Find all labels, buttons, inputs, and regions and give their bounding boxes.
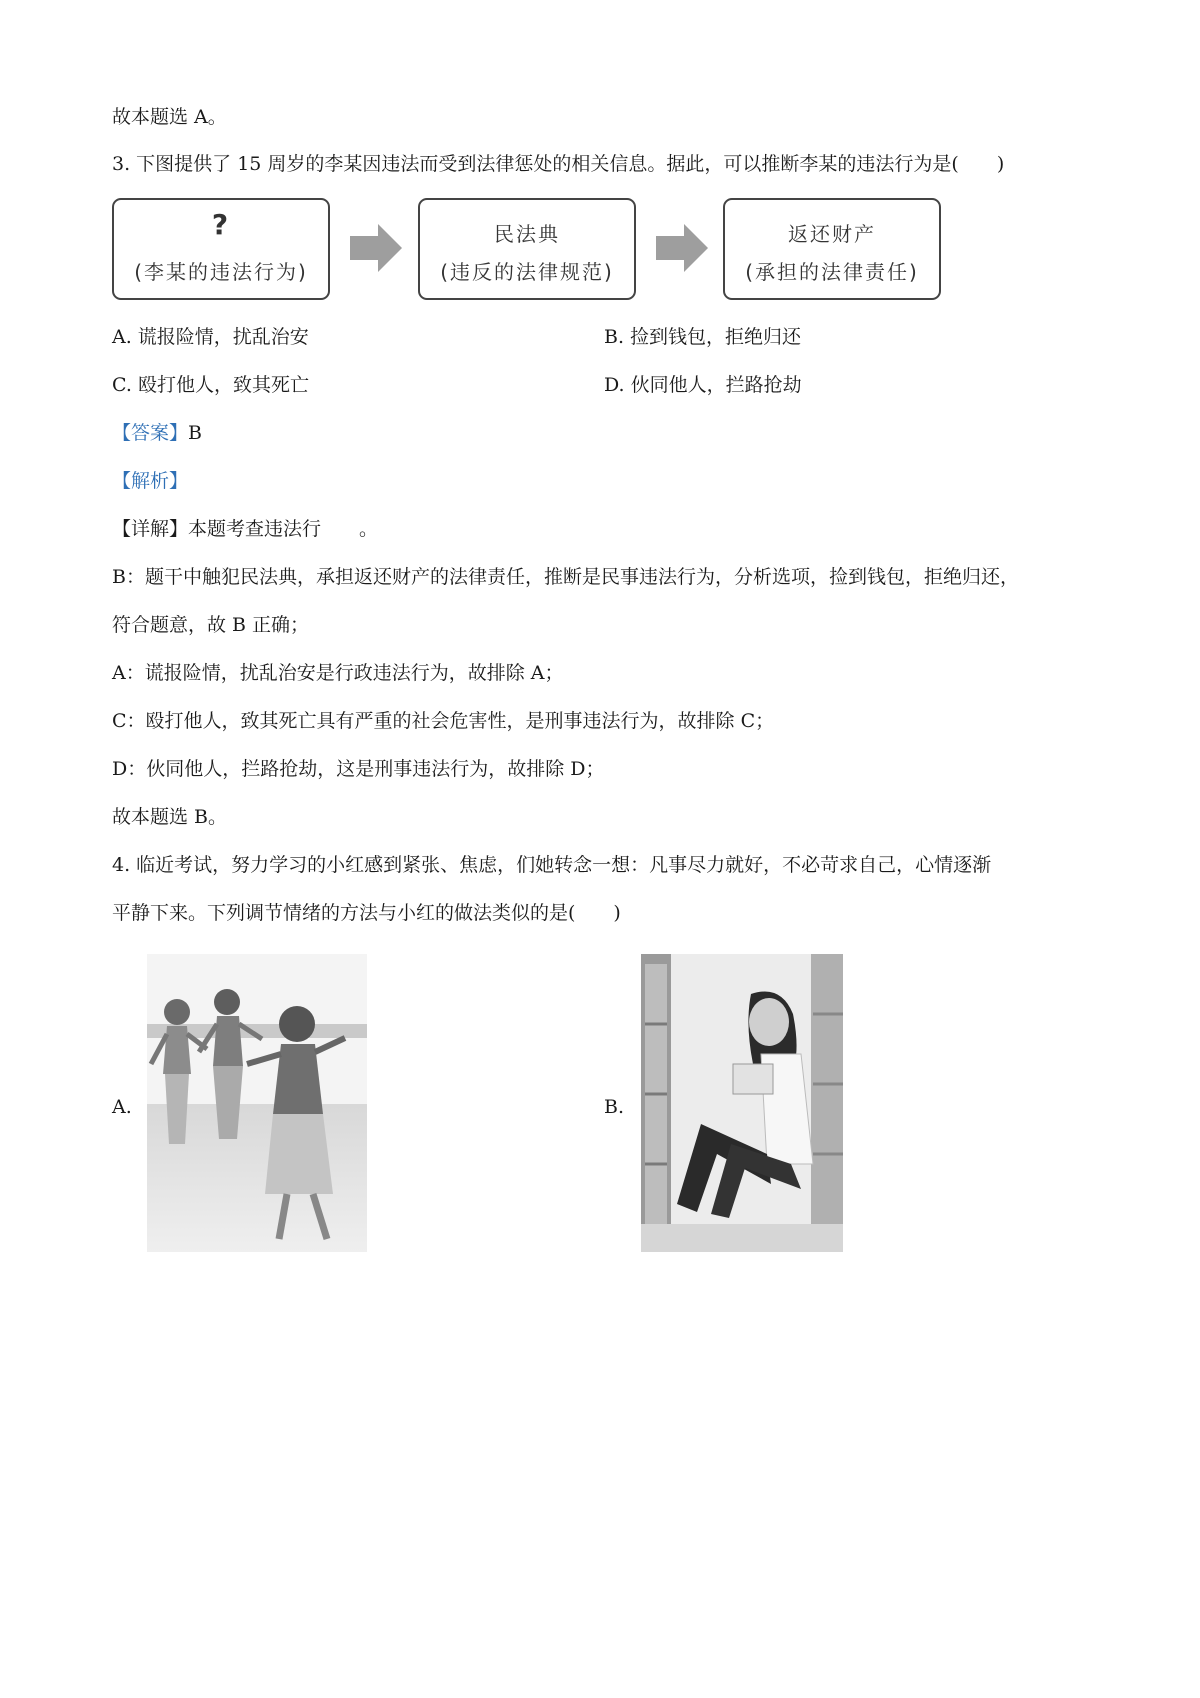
detail-line: 【详解】本题考查违法行 。 bbox=[112, 518, 379, 540]
flow-box-law bbox=[418, 198, 636, 300]
flow-box-law-bottom: (违反的法律规范) bbox=[440, 260, 614, 284]
option-3d: D. 伙同他人，拦路抢劫 bbox=[604, 374, 802, 396]
option-4b-image bbox=[641, 954, 843, 1252]
option-3c: C. 殴打他人，致其死亡 bbox=[112, 374, 309, 396]
flow-box-behavior bbox=[112, 198, 330, 300]
explain-d: D：伙同他人，拦路抢劫，这是刑事违法行为，故排除 D； bbox=[112, 758, 605, 780]
explain-c: C：殴打他人，致其死亡具有严重的社会危害性，是刑事违法行为，故排除 C； bbox=[112, 710, 775, 732]
answer-value: B bbox=[188, 422, 202, 444]
question-4-stem-2: 平静下来。下列调节情绪的方法与小红的做法类似的是( ) bbox=[112, 902, 621, 924]
line-conclusion-a: 故本题选 A。 bbox=[112, 106, 227, 128]
arrow-right-icon bbox=[350, 222, 402, 274]
explain-a: A：谎报险情，扰乱治安是行政违法行为，故排除 A； bbox=[112, 662, 564, 684]
flow-box-law-top: 民法典 bbox=[494, 222, 560, 246]
option-3b: B. 捡到钱包，拒绝归还 bbox=[604, 326, 802, 348]
flow-box-liability-bottom: (承担的法律责任) bbox=[745, 260, 919, 284]
option-4a-label: A. bbox=[112, 1096, 132, 1118]
line-conclusion-b: 故本题选 B。 bbox=[112, 806, 228, 828]
question-4-stem-1: 4. 临近考试，努力学习的小红感到紧张、焦虑，们她转念一想：凡事尽力就好，不必苛求自己，心情逐渐 bbox=[112, 854, 992, 876]
option-4a-image bbox=[147, 954, 367, 1252]
analysis-tag: 【解析】 bbox=[112, 470, 189, 492]
answer-tag: 【答案】 bbox=[112, 422, 189, 444]
explain-b-1: B：题干中触犯民法典，承担返还财产的法律责任，推断是民事违法行为，分析选项，捡到钱包，拒绝归还， bbox=[112, 566, 1019, 588]
explain-b-2: 符合题意，故 B 正确； bbox=[112, 614, 310, 636]
question-3-stem: 3. 下图提供了 15 周岁的李某因违法而受到法律惩处的相关信息。据此，可以推断李某的违法行为是( ) bbox=[112, 153, 1005, 175]
arrow-right-icon bbox=[656, 222, 708, 274]
flow-box-liability bbox=[723, 198, 941, 300]
flow-box-liability-top: 返还财产 bbox=[788, 222, 876, 246]
flow-box-behavior-bottom: (李某的违法行为) bbox=[134, 260, 308, 284]
answer-line bbox=[112, 420, 202, 446]
flow-box-behavior-top: ? bbox=[211, 208, 231, 241]
option-4b-label: B. bbox=[604, 1096, 625, 1118]
option-3a: A. 谎报险情，扰乱治安 bbox=[112, 326, 309, 348]
